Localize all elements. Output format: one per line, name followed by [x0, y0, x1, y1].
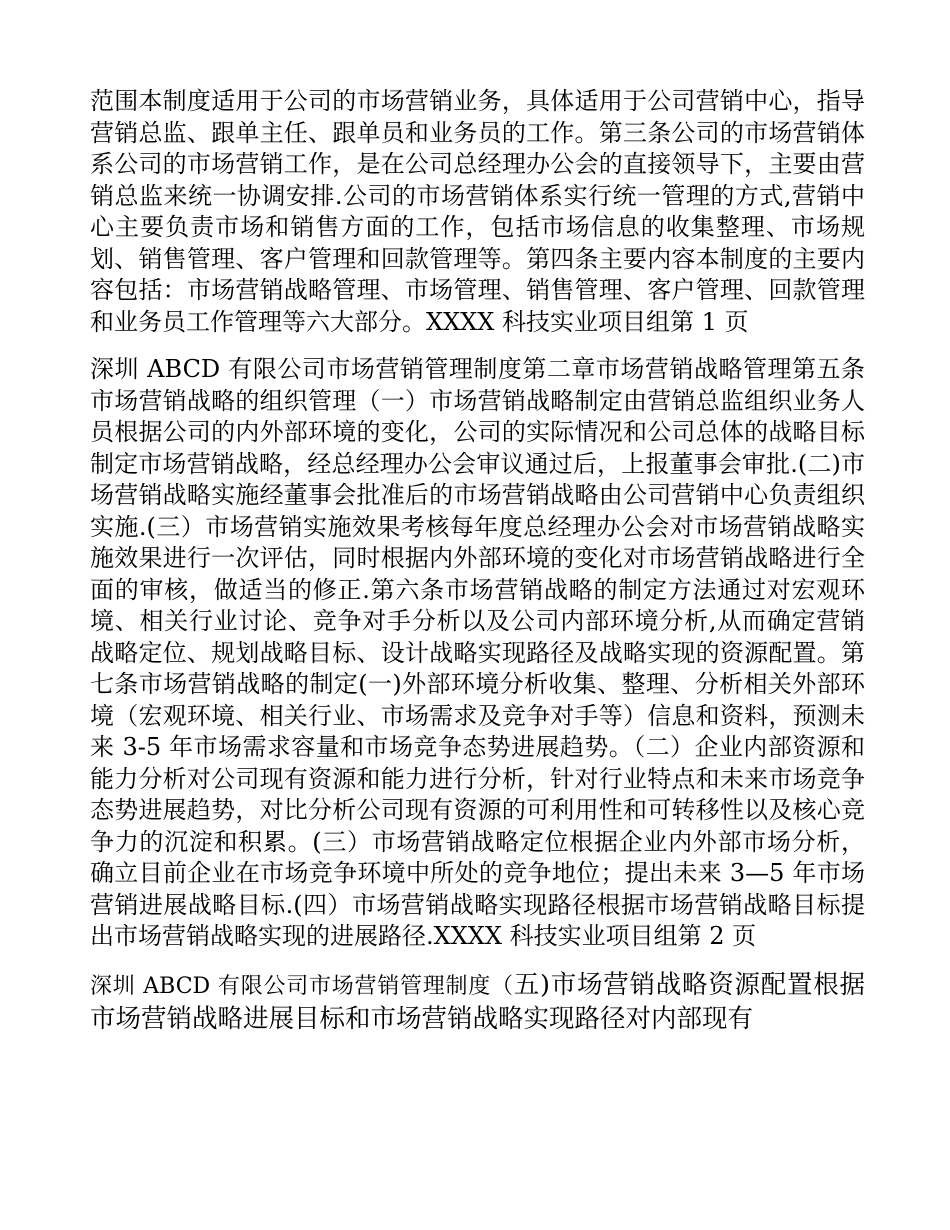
paragraph-2: 深圳 ABCD 有限公司市场营销管理制度第二章市场营销战略管理第五条市场营销战略的组织管理（一）市场营销战略制定由营销总监组织业务人员根据公司的内外部环境的变化，公司的实际情况和公司总体的战略目标制定市场营销战略，经总经理办公会审议通过后，上报董事会审批.(二)市场营销战略实施经董事会批准后的市场营销战略由公司营销中心负责组织实施.(三）市场营销实施效果考核每年度总经理办公会对市场营销战略实施效果进行一次评估，同时根据内外部环境的变化对市场营销战略进行全面的审核，做适当的修正.第六条市场营销战略的制定方法通过对宏观环境、相关行业讨论、竞争对手分析以及公司内部环境分析,从而确定营销战略定位、规划战略目标、设计战略实现路径及战略实现的资源配置。第七条市场营销战略的制定(一)外部环境分析收集、整理、分析相关外部环境（宏观环境、相关行业、市场需求及竞争对手等）信息和资料，预测未来 3-5 年市场需求容量和市场竞争态势进展趋势。（二）企业内部资源和能力分析对公司现有资源和能力进行分析，针对行业特点和未来市场竞争态势进展趋势，对比分析公司现有资源的可利用性和可转移性以及核心竞争力的沉淀和积累。(三）市场营销战略定位根据企业内外部市场分析，确立目前企业在市场竞争环境中所处的竞争地位；提出未来 3—5 年市场营销进展战略目标.(四）市场营销战略实现路径根据市场营销战略目标提出市场营销战略实现的进展路径.XXXX 科技实业项目组第 2 页: [90, 355, 865, 950]
paragraph-1: 范围本制度适用于公司的市场营销业务，具体适用于公司营销中心，指导营销总监、跟单主任、跟单员和业务员的工作。第三条公司的市场营销体系公司的市场营销工作，是在公司总经理办公会的直接领导下，主要由营销总监来统一协调安排.公司的市场营销体系实行统一管理的方式,营销中心主要负责市场和销售方面的工作，包括市场信息的收集整理、市场规划、销售管理、客户管理和回款管理等。第四条主要内容本制度的主要内容包括：市场营销战略管理、市场管理、销售管理、客户管理、回款管理和业务员工作管理等六大部分。XXXX 科技实业项目组第 1 页: [90, 87, 865, 336]
paragraph-3-body: 五)市场营销战略资源配置根据市场营销战略进展目标和市场营销战略实现路径对内部现有: [90, 969, 865, 1034]
paragraph-3: [90, 969, 865, 1035]
document-page: [90, 86, 865, 1035]
paragraph-3-lead: 深圳 ABCD 有限公司市场营销管理制度（: [90, 973, 514, 999]
